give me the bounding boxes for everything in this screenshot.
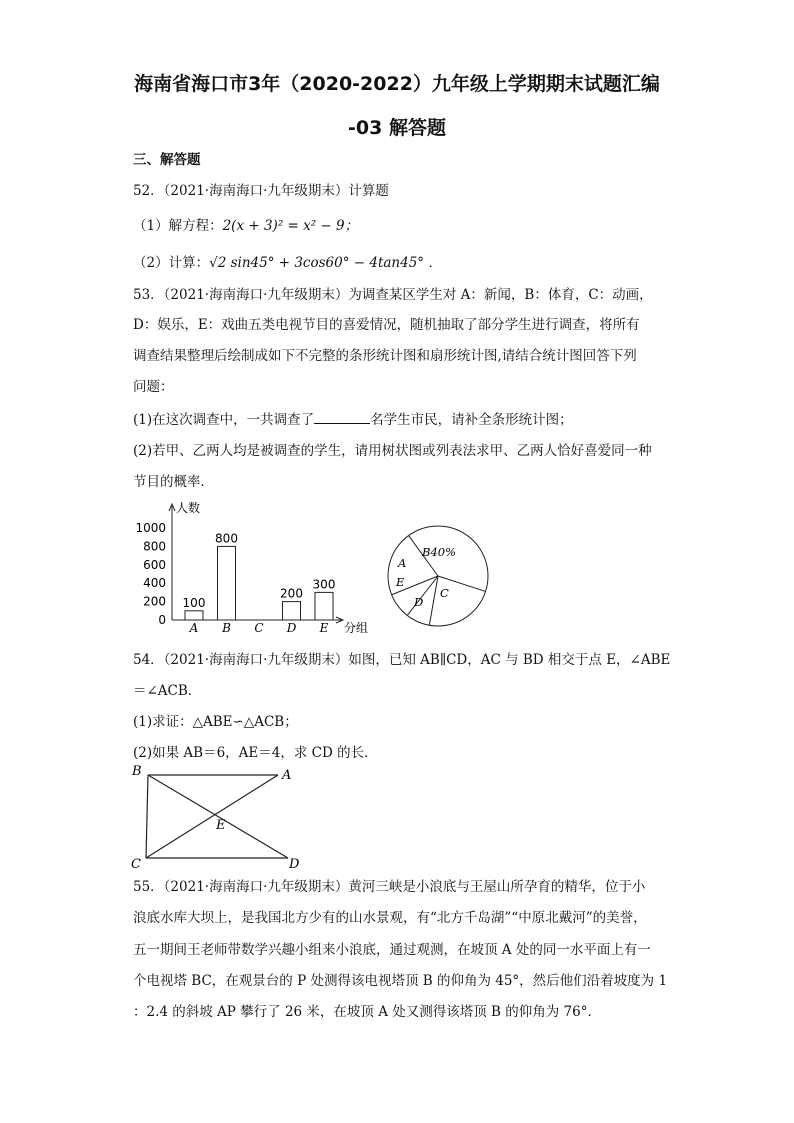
pie-slice-label: A xyxy=(398,556,407,570)
q53-sub1 xyxy=(133,410,573,430)
q53-sub1-text-a: (1)在这次调查中，一共调查了 xyxy=(133,412,315,428)
bar xyxy=(315,592,333,620)
segment-ac xyxy=(146,775,278,858)
q52-part1 xyxy=(133,216,358,236)
document-title-line1: 海南省海口市3年（2020-2022）九年级上学期期末试题汇编 xyxy=(134,73,660,95)
section-heading: 三、解答题 xyxy=(133,152,201,168)
answer-blank xyxy=(314,411,370,424)
segment-bd xyxy=(148,775,288,858)
segment-bc xyxy=(146,775,148,858)
q52-part2-expression: √2 sin45° + 3cos60° − 4tan45° ． xyxy=(209,255,442,271)
point-label-e: E xyxy=(216,818,226,833)
point-label-d: D xyxy=(289,857,300,871)
bar-data-label: 200 xyxy=(280,586,303,601)
q53-line1: 53．（2021·海南海口·九年级期末）为调查某区学生对 A：新闻，B：体育，C：动画， xyxy=(133,287,653,303)
q52-part1-label: （1）解方程： xyxy=(133,218,223,234)
q53-line3: 调查结果整理后绘制成如下不完整的条形统计图和扇形统计图,请结合统计图回答下列 xyxy=(133,348,637,364)
q55-line2: 浪底水库大坝上，是我国北方少有的山水景观，有“北方千岛湖”“中原北戴河”的美誉， xyxy=(133,910,647,926)
x-axis-label: 分组 xyxy=(344,621,369,635)
bar-data-label: 800 xyxy=(215,531,238,546)
x-tick-label: C xyxy=(254,621,264,635)
q53-sub1-text-b: 名学生市民，请补全条形统计图； xyxy=(370,412,573,428)
x-tick-label: D xyxy=(286,621,297,635)
q53-sub2-line2: 节目的概率． xyxy=(133,474,214,490)
bar-data-label: 100 xyxy=(182,595,206,610)
q53-line2: D：娱乐，E：戏曲五类电视节目的喜爱情况，随机抽取了部分学生进行调查，将所有 xyxy=(133,317,640,333)
x-tick-label: B xyxy=(222,621,231,635)
q55-line3: 五一期间王老师带数学兴趣小组来小浪底，通过观测，在坡顶 A 处的同一水平面上有一 xyxy=(133,942,651,958)
pie-slice-label: B40% xyxy=(422,545,457,559)
y-tick-label: 600 xyxy=(143,557,166,572)
q54-sub1: (1)求证：△ABE∽△ACB； xyxy=(133,714,298,730)
y-tick-label: 800 xyxy=(143,539,166,554)
q52-part1-equation: 2(x + 3)² = x² − 9； xyxy=(222,218,359,234)
q55-line4: 个电视塔 BC，在观景台的 P 处测得该电视塔顶 B 的仰角为 45°，然后他们沿着坡度为 1 xyxy=(133,973,668,989)
q52-heading: 52．（2021·海南海口·九年级期末）计算题 xyxy=(133,183,389,199)
pie-slice-label: D xyxy=(414,595,424,609)
q53-line4: 问题： xyxy=(133,379,174,395)
y-tick-label: 1000 xyxy=(135,521,166,535)
geometry-figure xyxy=(128,763,308,871)
q53-sub2-line1: (2)若甲、乙两人均是被调查的学生，请用树状图或列表法求甲、乙两人恰好喜爱同一种 xyxy=(133,443,652,459)
q54-sub2: (2)如果 AB＝6，AE＝4，求 CD 的长． xyxy=(133,745,378,761)
y-tick-label: 400 xyxy=(143,576,166,591)
pie-chart xyxy=(382,522,494,634)
document-title-line2: -03 解答题 xyxy=(348,117,446,139)
y-tick-label: 0 xyxy=(158,613,166,627)
point-label-a: A xyxy=(282,768,292,783)
y-axis-label: 人数 xyxy=(176,501,201,515)
bar-chart xyxy=(130,498,380,638)
pie-slice-label: C xyxy=(440,586,449,600)
q55-line1: 55．（2021·海南海口·九年级期末）黄河三峡是小浪底与王屋山所孕育的精华，位于小 xyxy=(133,879,646,895)
point-label-b: B xyxy=(132,764,142,779)
q52-part2 xyxy=(133,253,442,273)
x-tick-label: E xyxy=(319,621,329,635)
x-tick-label: A xyxy=(189,621,199,635)
bar-data-label: 300 xyxy=(312,577,336,592)
q54-line1: 54．（2021·海南海口·九年级期末）如图，已知 AB∥CD，AC 与 BD 相交于点 E，∠ABE xyxy=(133,652,671,668)
pie-slice-label: E xyxy=(396,575,405,589)
q55-line5: ：2.4 的斜坡 AP 攀行了 26 米，在坡顶 A 处又测得该塔顶 B 的仰角为 76°． xyxy=(133,1004,601,1020)
bar xyxy=(283,602,301,620)
q54-line2: ＝∠ACB． xyxy=(133,683,202,699)
y-tick-label: 200 xyxy=(143,594,166,609)
point-label-c: C xyxy=(131,857,141,871)
bar xyxy=(185,611,203,620)
q52-part2-label: （2）计算： xyxy=(133,255,210,271)
bar xyxy=(218,546,236,620)
